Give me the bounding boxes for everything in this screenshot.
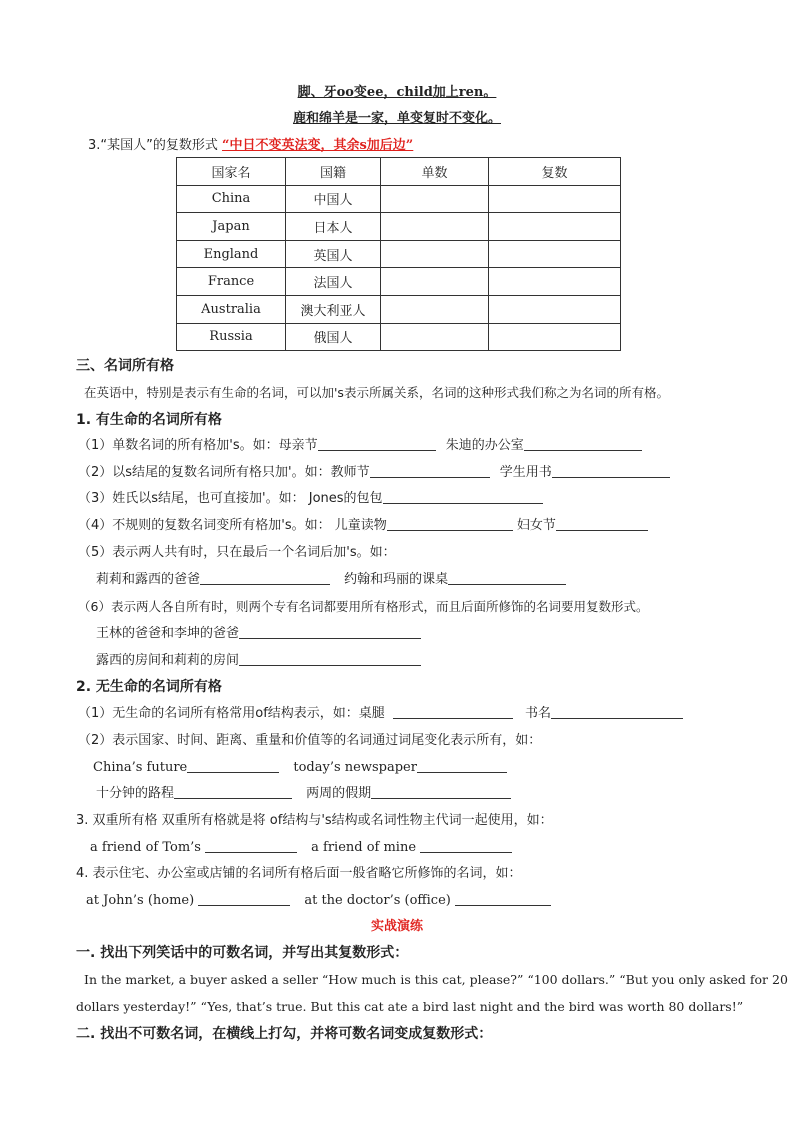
answer-blank[interactable]	[200, 571, 330, 585]
singular-cell[interactable]	[381, 240, 489, 268]
rule-d3-examples: a friend of Tom’s a friend of mine	[90, 839, 512, 857]
nationality-cell: 英国人	[286, 240, 381, 268]
answer-blank[interactable]	[387, 517, 513, 531]
country-cell: Australia	[177, 295, 286, 323]
answer-blank[interactable]	[420, 839, 512, 853]
table-row	[177, 295, 621, 323]
table-row	[177, 240, 621, 268]
possessive-title: 三、名词所有格	[76, 358, 174, 374]
nationality-cell: 澳大利亚人	[286, 295, 381, 323]
plural-cell[interactable]	[489, 323, 621, 351]
section3-heading: 3.“某国人”的复数形式 “中日不变英法变，其余s加后边”	[88, 138, 414, 153]
plural-cell[interactable]	[489, 213, 621, 241]
rule-a6-example-2: 露西的房间和莉莉的房间	[96, 652, 421, 670]
answer-blank[interactable]	[187, 759, 279, 773]
table-row	[177, 323, 621, 351]
rule-a6: （6）表示两人各自所有时，则两个专有名词都要用所有格形式，而且后面所修饰的名词要用复数形式。	[78, 599, 649, 614]
singular-cell[interactable]	[381, 323, 489, 351]
plural-cell[interactable]	[489, 295, 621, 323]
rule-d3: 3. 双重所有格 双重所有格就是将 of结构与's结构或名词性物主代词一起使用，如：	[76, 813, 553, 828]
answer-blank[interactable]	[174, 785, 292, 799]
answer-blank[interactable]	[371, 785, 511, 799]
rule-b1: （1）无生命的名词所有格常用of结构表示，如：桌腿 书名	[78, 705, 683, 723]
rule-d4: 4. 表示住宅、办公室或店铺的名词所有格后面一般省略它所修饰的名词，如：	[76, 866, 522, 881]
singular-cell[interactable]	[381, 213, 489, 241]
rule-a3: （3）姓氏以s结尾，也可直接加'。如： Jones的包包	[78, 490, 543, 508]
country-cell: France	[177, 268, 286, 296]
nationality-cell: 俄国人	[286, 323, 381, 351]
rule-a6-example-1: 王林的爸爸和李坤的爸爸	[96, 625, 421, 643]
answer-blank[interactable]	[551, 705, 683, 719]
answer-blank[interactable]	[524, 437, 642, 451]
rule-a4: （4）不规则的复数名词变所有格加's。如： 儿童读物 妇女节	[78, 517, 648, 535]
animate-title: 1. 有生命的名词所有格	[76, 412, 222, 428]
singular-cell[interactable]	[381, 295, 489, 323]
rule-b2: （2）表示国家、时间、距离、重量和价值等的名词通过词尾变化表示所有，如：	[78, 733, 542, 748]
answer-blank[interactable]	[318, 437, 436, 451]
table-header: 复数	[489, 158, 621, 186]
rule-a2: （2）以s结尾的复数名词所有格只加'。如：教师节 学生用书	[78, 464, 670, 482]
answer-blank[interactable]	[552, 464, 670, 478]
answer-blank[interactable]	[417, 759, 507, 773]
rule-a5-examples: 莉莉和露西的爸爸 约翰和玛丽的课桌	[96, 571, 566, 589]
answer-blank[interactable]	[556, 517, 648, 531]
answer-blank[interactable]	[383, 490, 543, 504]
possessive-intro: 在英语中，特别是表示有生命的名词，可以加's表示所属关系，名词的这种形式我们称之为名词的所有格。	[84, 385, 669, 400]
inanimate-title: 2. 无生命的名词所有格	[76, 679, 222, 695]
table-header: 国家名	[177, 158, 286, 186]
table-header: 单数	[381, 158, 489, 186]
answer-blank[interactable]	[448, 571, 566, 585]
answer-blank[interactable]	[239, 652, 421, 666]
nationality-table	[176, 157, 621, 351]
singular-cell[interactable]	[381, 185, 489, 213]
q2-title: 二. 找出不可数名词，在横线上打勾，并将可数名词变成复数形式：	[76, 1026, 493, 1042]
table-header-row	[177, 158, 621, 186]
table-row	[177, 185, 621, 213]
nationality-cell: 法国人	[286, 268, 381, 296]
nationality-cell: 日本人	[286, 213, 381, 241]
answer-blank[interactable]	[239, 625, 421, 639]
answer-blank[interactable]	[393, 705, 513, 719]
nationality-cell: 中国人	[286, 185, 381, 213]
section3-rhyme: “中日不变英法变，其余s加后边”	[222, 138, 414, 153]
country-cell: Japan	[177, 213, 286, 241]
plural-cell[interactable]	[489, 240, 621, 268]
rule-d4-examples: at John’s (home) at the doctor’s (office)	[86, 892, 551, 910]
rule-line-1: 脚、牙oo变ee，child加上ren。	[297, 85, 497, 100]
rule-b2-examples-1: China’s future today’s newspaper	[93, 759, 507, 777]
country-cell: Russia	[177, 323, 286, 351]
answer-blank[interactable]	[370, 464, 490, 478]
rule-line-2: 鹿和绵羊是一家，单变复时不变化。	[292, 111, 501, 126]
rule-a5: （5）表示两人共有时，只在最后一个名词后加's。如：	[78, 545, 396, 560]
q1-joke-line-2: dollars yesterday!” “Yes, that’s true. But this cat ate a bird last night and the bird was worth 80 dollars!”	[76, 999, 744, 1014]
plural-cell[interactable]	[489, 185, 621, 213]
rule-b2-examples-2: 十分钟的路程 两周的假期	[96, 785, 511, 803]
rule-a1: （1）单数名词的所有格加's。如：母亲节 朱迪的办公室	[78, 437, 642, 455]
country-cell: England	[177, 240, 286, 268]
answer-blank[interactable]	[205, 839, 297, 853]
singular-cell[interactable]	[381, 268, 489, 296]
q1-joke-line-1: In the market, a buyer asked a seller “How much is this cat, please?” “100 dollars.” “But you only asked for 20	[84, 972, 788, 987]
table-row	[177, 268, 621, 296]
plural-cell[interactable]	[489, 268, 621, 296]
country-cell: China	[177, 185, 286, 213]
answer-blank[interactable]	[455, 892, 551, 906]
answer-blank[interactable]	[198, 892, 290, 906]
table-header: 国籍	[286, 158, 381, 186]
practice-title: 实战演练	[370, 919, 423, 934]
table-row	[177, 213, 621, 241]
q1-title: 一. 找出下列笑话中的可数名词，并写出其复数形式：	[76, 945, 409, 961]
